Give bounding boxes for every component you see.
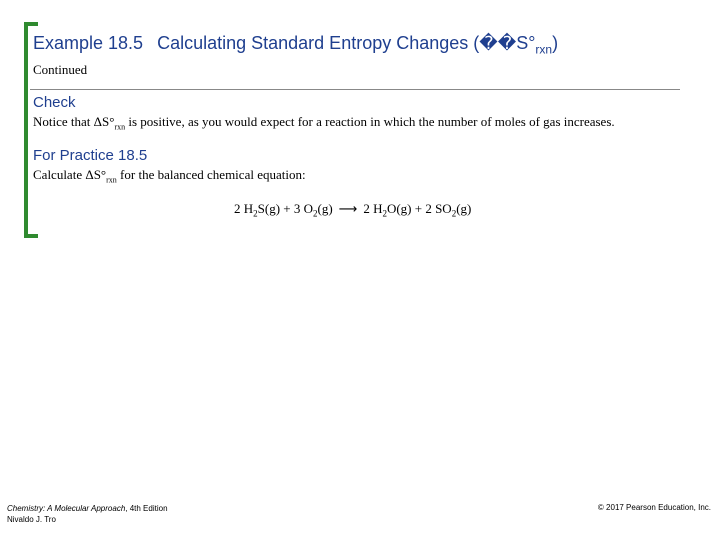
practice-heading: For Practice 18.5 bbox=[33, 147, 148, 164]
example-number: Example 18.5 bbox=[33, 33, 144, 53]
continued-label: Continued bbox=[33, 62, 88, 77]
book-edition: , 4th Edition bbox=[125, 504, 168, 513]
slide-title bbox=[33, 33, 558, 57]
title-close: ) bbox=[552, 33, 559, 53]
divider-line bbox=[30, 89, 680, 90]
check-text: Notice that $\Delta S^\circ_{rxn}$ is positive, as you would expect for a reaction in which the number of moles of gas increases. bbox=[33, 114, 615, 132]
footer-copyright: © 2017 Pearson Education, Inc. bbox=[597, 503, 711, 512]
practice-text: Calculate $\Delta S^\circ_{rxn}$ for the balanced chemical equation: bbox=[33, 167, 306, 185]
footer-book-info bbox=[7, 503, 168, 525]
chemical-equation: 2 $H_2S(g) + 3$ $O_2(g)$ ⟶ 2 $H_2O(g) + 2$ $SO_2(g)$ bbox=[234, 201, 472, 219]
title-subscript: rxn bbox=[535, 42, 553, 57]
book-title: Chemistry: A Molecular Approach bbox=[7, 504, 126, 513]
title-text: Calculating Standard Entropy Changes ( bbox=[157, 33, 480, 53]
title-symbol: ��S° bbox=[479, 33, 536, 53]
book-author: Nivaldo J. Tro bbox=[7, 515, 56, 524]
check-heading: Check bbox=[33, 94, 76, 111]
reaction-arrow-icon: ⟶ bbox=[338, 202, 358, 217]
